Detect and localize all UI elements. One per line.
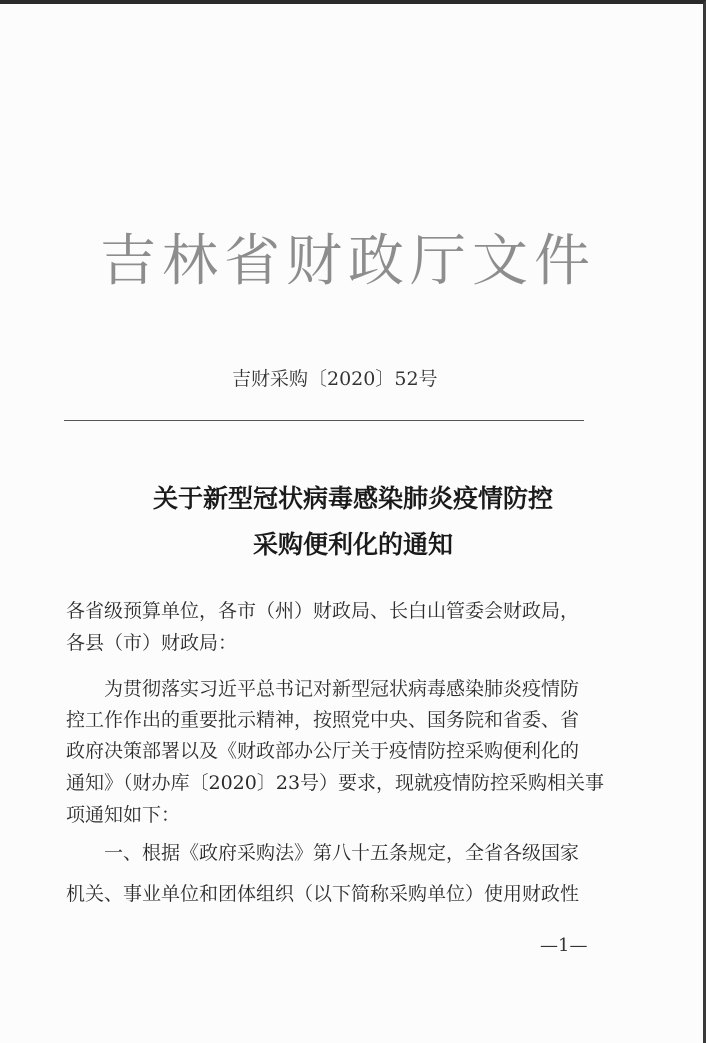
paragraph-2-line-1: 一、根据《政府采购法》第八十五条规定，全省各级国家 — [104, 842, 580, 864]
header-divider — [64, 420, 584, 421]
notice-title-line-1: 关于新型冠状病毒感染肺炎疫情防控 — [152, 484, 553, 513]
addressee-line-1: 各省级预算单位，各市（州）财政局、长白山管委会财政局， — [66, 600, 580, 622]
notice-title-line-2: 采购便利化的通知 — [252, 530, 453, 559]
paragraph-1-line-3: 政府决策部署以及《财政部办公厅关于疫情防控采购便利化的 — [66, 740, 580, 762]
document-number: 吉财采购〔2020〕52号 — [232, 368, 438, 390]
paragraph-2-line-2: 机关、事业单位和团体组织（以下简称采购单位）使用财政性 — [66, 883, 580, 905]
paragraph-1-line-1: 为贯彻落实习近平总书记对新型冠状病毒感染肺炎疫情防 — [104, 678, 580, 700]
paragraph-1-line-4: 通知》（财办库〔2020〕23号）要求，现就疫情防控采购相关事 — [66, 772, 605, 794]
addressee-line-2: 各县（市）财政局： — [66, 632, 238, 654]
issuer-header-title: 吉林省财政厅文件 — [100, 229, 596, 294]
page-number: —1— — [540, 935, 588, 956]
paragraph-1-line-2: 控工作作出的重要批示精神，按照党中央、国务院和省委、省 — [66, 709, 580, 731]
paragraph-1-line-5: 项通知如下： — [66, 804, 181, 826]
